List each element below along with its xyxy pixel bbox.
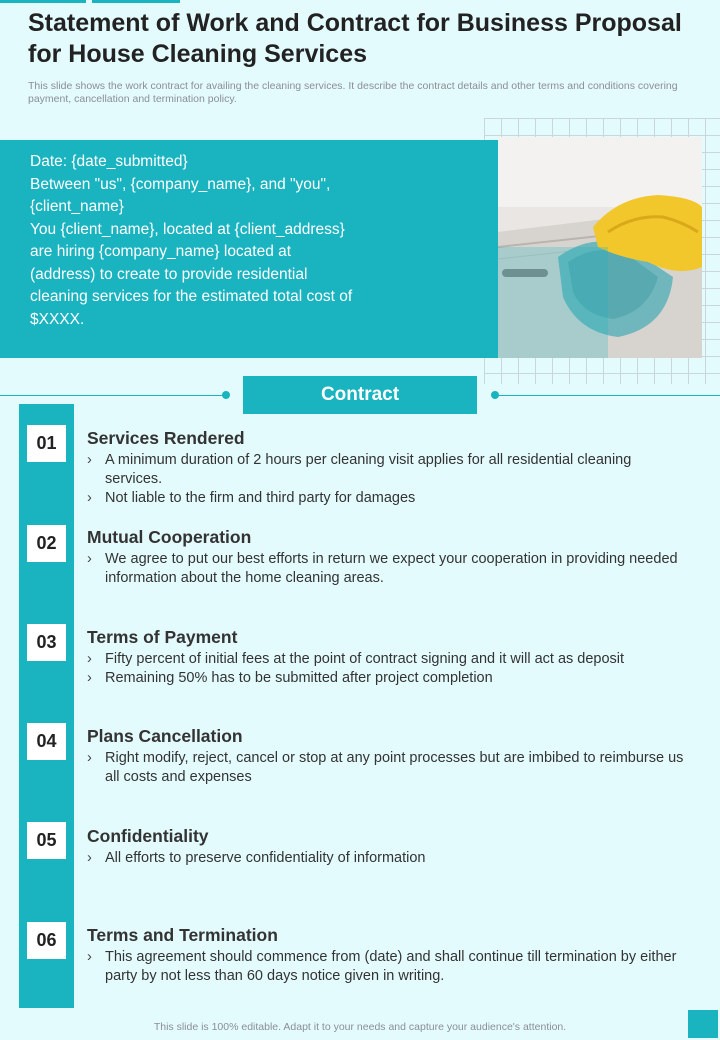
section-bullet: › We agree to put our best efforts in return we expect your cooperation in providing needed information about the home cleaning areas.	[87, 551, 678, 586]
section-bullet: › This agreement should commence from (date) and shall continue till termination by either party by not less than 60 days notice given in writing.	[87, 949, 677, 984]
section-title-services-rendered: Services Rendered	[87, 428, 245, 448]
section-number-01: 01	[27, 425, 66, 462]
chevron-right-icon: ›	[87, 651, 92, 667]
intro-panel	[0, 140, 498, 358]
section-bullet: › All efforts to preserve confidentiality of information	[87, 850, 426, 866]
section-bullet: › A minimum duration of 2 hours per cleaning visit applies for all residential cleaning services.	[87, 452, 632, 487]
section-number-04: 04	[27, 723, 66, 760]
corner-accent	[688, 1010, 718, 1038]
section-bullet: › Right modify, reject, cancel or stop at any point processes but are imbibed to reimburse us all costs and expenses	[87, 750, 684, 785]
section-number-05: 05	[27, 822, 66, 859]
divider-dot-right	[491, 391, 499, 399]
section-number-03: 03	[27, 624, 66, 661]
chevron-right-icon: ›	[87, 750, 92, 766]
chevron-right-icon: ›	[87, 490, 92, 506]
section-number-bar	[19, 404, 74, 1008]
top-accent-bar	[0, 0, 180, 3]
section-number-02: 02	[27, 525, 66, 562]
chevron-right-icon: ›	[87, 670, 92, 686]
contract-heading: Contract	[243, 376, 477, 414]
chevron-right-icon: ›	[87, 850, 92, 866]
intro-text: Date: {date_submitted} Between "us", {company_name}, and "you", {client_name} You {client_name}, located at {client_address} are hiring {company_name} located at (address) to create to provide residential cleaning services for the estimated total cost of $XXXX.	[30, 153, 353, 328]
divider-left	[0, 395, 228, 396]
section-title-terms-of-payment: Terms of Payment	[87, 627, 238, 647]
divider-dot-left	[222, 391, 230, 399]
chevron-right-icon: ›	[87, 452, 92, 468]
cleaning-photo	[498, 137, 702, 358]
section-title-terms-and-termination: Terms and Termination	[87, 925, 278, 945]
divider-right	[492, 395, 720, 396]
section-number-06: 06	[27, 922, 66, 959]
section-title-mutual-cooperation: Mutual Cooperation	[87, 527, 252, 547]
footer-note: This slide is 100% editable. Adapt it to your needs and capture your audience's attention.	[153, 1021, 567, 1033]
chevron-right-icon: ›	[87, 551, 92, 567]
cleaning-glove-image	[498, 137, 702, 358]
page-subtitle: This slide shows the work contract for availing the cleaning services. It describe the contract details and other terms and conditions covering payment, cancellation and termination policy.	[28, 80, 678, 105]
section-title-confidentiality: Confidentiality	[87, 826, 209, 846]
section-bullet: › Remaining 50% has to be submitted after project completion	[87, 670, 493, 686]
section-bullet: › Fifty percent of initial fees at the point of contract signing and it will act as deposit	[87, 651, 625, 667]
chevron-right-icon: ›	[87, 949, 92, 965]
page-title: Statement of Work and Contract for Business Proposal for House Cleaning Services	[28, 9, 682, 68]
section-title-plans-cancellation: Plans Cancellation	[87, 726, 243, 746]
section-bullet: › Not liable to the firm and third party for damages	[87, 490, 416, 506]
